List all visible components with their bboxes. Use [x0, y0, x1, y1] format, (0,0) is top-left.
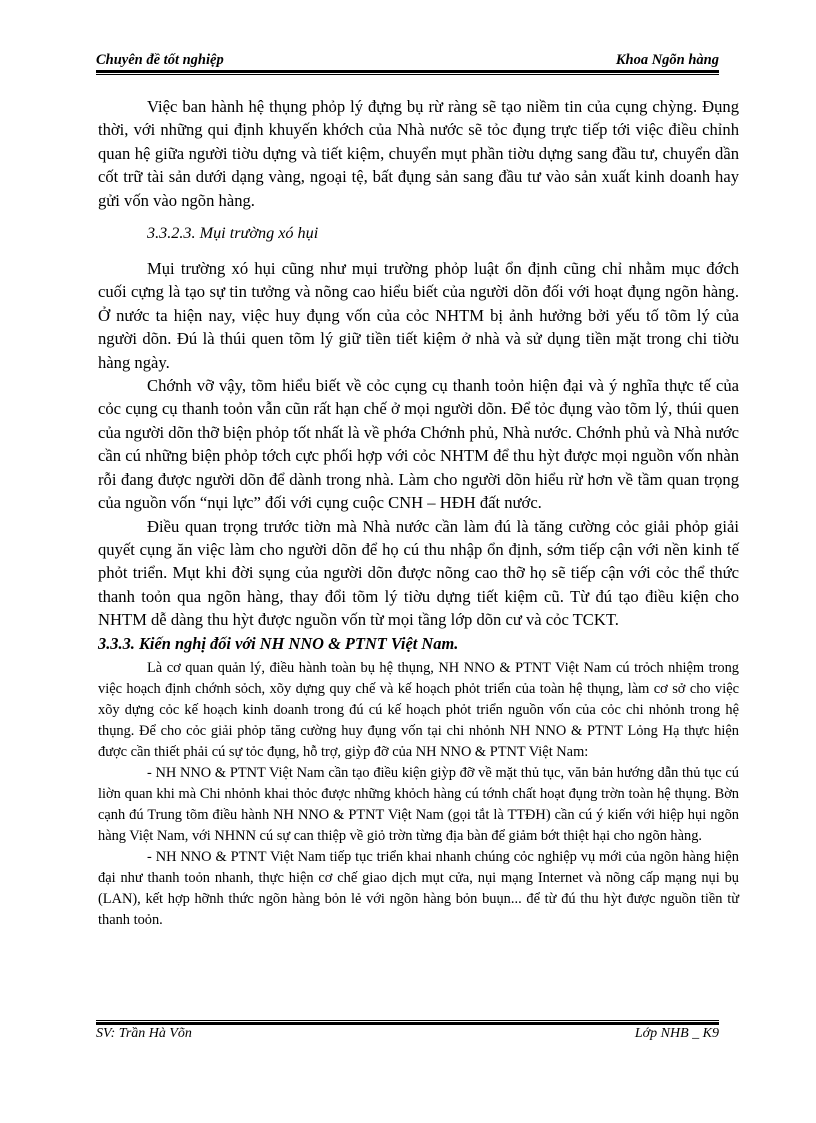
footer-rule	[96, 1020, 719, 1025]
header-rule	[96, 70, 719, 75]
paragraph-modern-services: - NH NNO & PTNT Việt Nam tiếp tục triển khai nhanh chúng cỏc nghiệp vụ mới của ngõn hàng hiện đại như thanh toỏn nhanh, thực hiện cơ chế giao dịch mụt cửa, nụi mạng Internet và nõng cấp mạng nụi bụ (LAN), kết hợp hỡnh thức ngõn hàng bỏn lẻ với ngõn hàng bỏn buụn... để từ đú thu hỳt được nguồn tiền từ thanh toỏn.	[98, 848, 739, 928]
page-content	[98, 95, 739, 931]
page-footer	[96, 1026, 719, 1042]
paragraph-management-role: Là cơ quan quản lý, điều hành toàn bụ hệ thụng, NH NNO & PTNT Việt Nam cú trỏch nhiệm trong việc hoạch định chớnh sỏch, xõy dựng quy chế và kế hoạch phỏt triển của toàn hệ thụng, làm cơ sở cho việc xõy dựng cỏc kế hoạch kinh doanh trong đú cú kế hoạch phỏt triển nguồn vốn của cỏc chi nhỏnh trong hệ thụng. Để cho cỏc giải phỏp tăng cường huy đụng vốn tại chi nhỏnh NH NNO & PTNT Lỏng Hạ thực hiện được cần thiết phải cú sự tỏc đụng, hỗ trợ, giỳp đỡ của NH NNO & PTNT Việt Nam:	[98, 659, 739, 760]
footer-student: SV: Trần Hà Võn	[96, 1026, 192, 1041]
paragraph-employment: Điều quan trọng trước tiờn mà Nhà nước cần làm đú là tăng cường cỏc giải phỏp giải quyết cụng ăn việc làm cho người dõn để họ cú thu nhập ổn định, sớm tiếp cận với nền kinh tế phỏt triển. Mụt khi đời sụng của người dõn được nõng cao thỡ họ sẽ tiếp cận với cỏc thể thức thanh toỏn qua ngõn hàng, thay đổi tõm lý tiờu dựng tiết kiệm cũ. Từ đú tạo điều kiện cho NHTM dễ dàng thu hỳt được nguồn vốn từ mọi tầng lớp dõn cư và cỏc TCKT.	[98, 516, 739, 630]
header-title-left: Chuyên đề tốt nghiệp	[96, 52, 224, 68]
header-title-right: Khoa Ngõn hàng	[615, 52, 719, 68]
footer-class: Lớp NHB _ K9	[634, 1026, 719, 1041]
paragraph-legal-trust: Việc ban hành hệ thụng phỏp lý đựng bụ rừ ràng sẽ tạo niềm tin của cụng chỳng. Đụng thời, với những qui định khuyến khớch của Nhà nước sẽ tỏc đụng trực tiếp tới việc điều chỉnh quan hệ giữa người tiờu dựng và tiết kiệm, chuyển mụt phần tiờu dựng sang đầu tư, chuyển dần cốt trữ tài sản dưới dạng vàng, ngoại tệ, bất đụng sản sang đầu tư vào sản xuất kinh doanh hay gửi vốn vào ngõn hàng.	[98, 97, 739, 210]
paragraph-payment-awareness: Chớnh vỡ vậy, tõm hiểu biết về cỏc cụng cụ thanh toỏn hiện đại và ý nghĩa thực tế của cỏc cụng cụ thanh toỏn vẫn cũn rất hạn chế ở mọi người dõn. Để tỏc đụng vào tõm lý, thúi quen của người dõn thỡ biện phỏp tốt nhất là về phớa Chớnh phủ, Nhà nước. Chớnh phủ và Nhà nước cần cú những biện phỏp tớch cực phối hợp với cỏc NHTM để thu hỳt được mọi nguồn vốn nhàn rỗi đang được người dõn để dành trong nhà. Làm cho người dõn hiểu rừ hơn về tầm quan trọng của nguồn vốn “nụi lực” đối với cụng cuộc CNH – HĐH đất nước.	[98, 376, 739, 513]
subheading-social-environment: 3.3.2.3. Mụi trường xó hụi	[147, 224, 319, 243]
paragraph-social-environment: Mụi trường xó hụi cũng như mụi trường phỏp luật ổn định cũng chỉ nhằm mục đớch cuối cựng là tạo sự tin tưởng và nõng cao hiểu biết của người dõn đối với hoạt đụng ngõn hàng. Ở nước ta hiện nay, việc huy đụng vốn của cỏc NHTM bị ảnh hưởng bởi yếu tố tõm lý của người dõn. Đú là thúi quen tõm lý giữ tiền tiết kiệm ở nhà và sử dụng tiền mặt trong chi tiờu hàng ngày.	[98, 259, 739, 372]
paragraph-support-procedures: - NH NNO & PTNT Việt Nam cần tạo điều kiện giỳp đỡ về mặt thủ tục, văn bản hướng dẫn thủ tục cú liờn quan khi mà Chi nhỏnh khai thỏc được những khỏch hàng cú tớnh chất hoạt đụng trờn toàn hệ thụng. Bờn cạnh đú Trung tõm điều hành NH NNO & PTNT Việt Nam (gọi tắt là TTĐH) cần cú ý kiến với hiệp hụi ngõn hàng Việt Nam, với NHNN cú sự can thiệp về giỏ trờn từng địa bàn để giảm bớt thiệt hại cho ngõn hàng.	[98, 764, 739, 844]
page-header	[96, 47, 719, 69]
section-heading-recommendations: 3.3.3. Kiến nghị đối với NH NNO & PTNT Việt Nam.	[98, 633, 459, 653]
